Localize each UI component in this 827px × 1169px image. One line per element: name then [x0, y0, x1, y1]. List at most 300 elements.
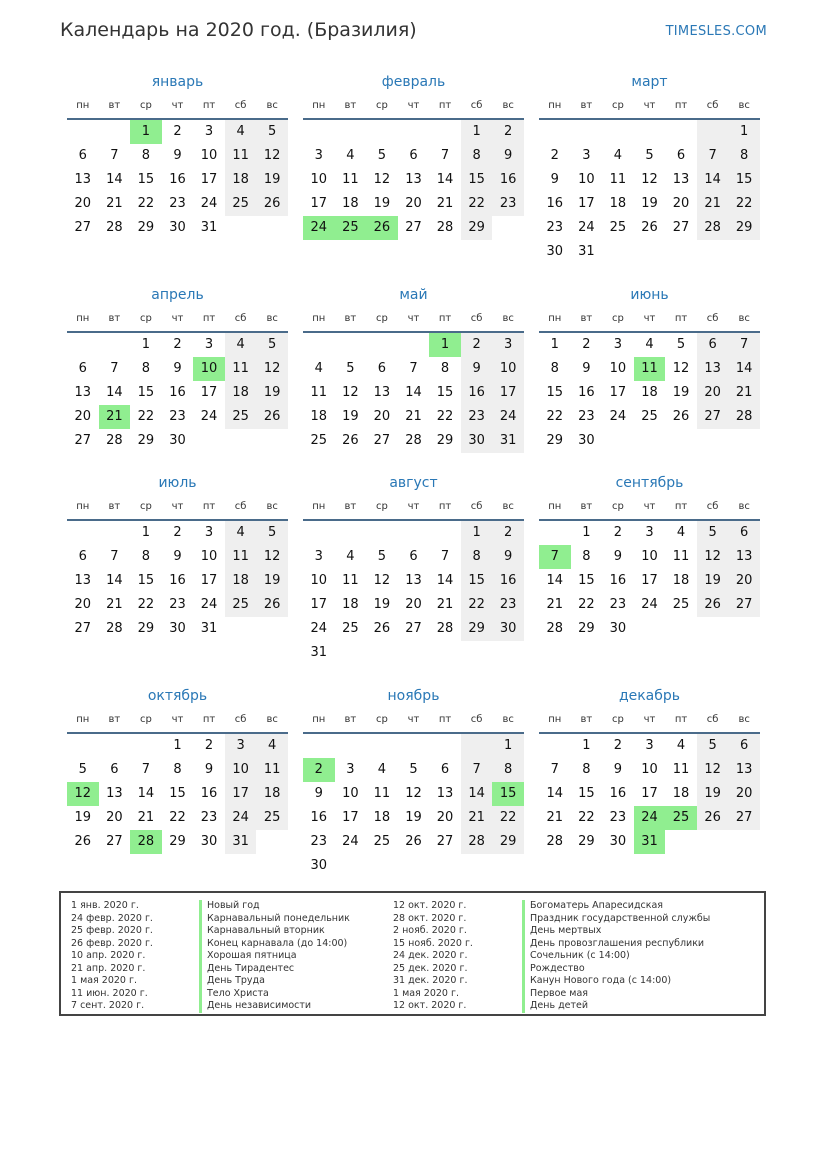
- day-cell: 1: [728, 120, 760, 144]
- month-3: [539, 69, 760, 264]
- day-cell: 13: [672, 172, 690, 187]
- day-cell: 13: [405, 172, 422, 187]
- legend-date: 11 июн. 2020 г.: [71, 987, 148, 999]
- day-cell: 25: [373, 834, 391, 849]
- day-cell: 28: [436, 621, 454, 636]
- weekday-header: [303, 96, 524, 120]
- day-cell: 23: [169, 409, 186, 424]
- day-cell: 29: [137, 621, 155, 636]
- legend-names-col-2: [522, 900, 710, 1013]
- day-cell: 1: [141, 337, 151, 352]
- day-cell: 30: [609, 621, 627, 636]
- weekday-label: пн: [312, 313, 326, 324]
- day-cell: 4: [377, 762, 387, 777]
- day-cell: 6: [78, 361, 87, 376]
- day-cell: 20: [728, 782, 760, 806]
- day-cell: 19: [697, 569, 729, 593]
- weekday-header: [539, 710, 760, 734]
- day-cell: 23: [609, 597, 627, 612]
- day-cell: 17: [200, 172, 218, 187]
- day-cell: 11: [225, 357, 257, 381]
- day-cell: 10: [200, 549, 218, 564]
- legend-holiday-name: День провозглашения республики: [522, 938, 710, 951]
- legend-holiday-name: Богоматерь Апаресидская: [522, 900, 710, 913]
- day-cell: 29: [137, 433, 155, 448]
- weekday-header: [539, 497, 760, 521]
- day-cell: 16: [200, 786, 218, 801]
- empty-day-cell: [539, 521, 571, 545]
- empty-day-cell: [335, 120, 367, 144]
- day-cell: 31: [578, 244, 595, 259]
- month-name: июль: [158, 475, 197, 491]
- weekday-header: [67, 497, 288, 521]
- day-cell: 28: [728, 405, 760, 429]
- legend-date: 25 февр. 2020 г.: [71, 925, 153, 936]
- day-cell: 1: [461, 120, 493, 144]
- day-cell: 3: [582, 148, 591, 163]
- weekday-label: вт: [108, 714, 121, 725]
- day-cell: 4: [676, 738, 686, 753]
- day-cell: 19: [641, 196, 658, 211]
- day-cell: 13: [373, 385, 391, 400]
- days-grid: [67, 521, 288, 641]
- day-cell: 19: [256, 569, 288, 593]
- weekday-label: вс: [738, 714, 750, 725]
- day-cell: 18: [256, 782, 288, 806]
- day-cell: 4: [645, 337, 654, 352]
- holiday-day-cell: 15: [492, 782, 524, 806]
- day-cell: 12: [342, 385, 359, 400]
- day-cell: 27: [728, 806, 760, 830]
- day-cell: 7: [440, 549, 450, 564]
- legend-holiday-name: День Труда: [199, 975, 350, 988]
- day-cell: 8: [582, 549, 591, 564]
- holiday-day-cell: 11: [634, 357, 666, 381]
- empty-day-cell: [303, 120, 335, 144]
- day-cell: 30: [310, 858, 328, 873]
- day-cell: 16: [461, 381, 493, 405]
- day-cell: 25: [609, 220, 627, 235]
- weekday-label: сб: [706, 714, 719, 725]
- day-cell: 12: [672, 361, 690, 376]
- day-cell: 12: [697, 758, 729, 782]
- day-cell: 13: [697, 357, 729, 381]
- weekday-label: сб: [470, 501, 483, 512]
- month-name: сентябрь: [615, 475, 684, 491]
- day-cell: 2: [492, 120, 524, 144]
- day-cell: 17: [200, 573, 218, 588]
- day-cell: 3: [492, 333, 524, 357]
- weekday-label: вс: [266, 501, 278, 512]
- day-cell: 19: [405, 810, 422, 825]
- weekday-header: [539, 309, 760, 333]
- legend-names-col-1: [199, 900, 350, 1013]
- legend-holiday-name: Сочельник (с 14:00): [522, 950, 710, 963]
- day-cell: 3: [346, 762, 355, 777]
- day-cell: 20: [436, 810, 454, 825]
- legend-holiday-name: Рождество: [522, 963, 710, 976]
- day-cell: 4: [346, 148, 355, 163]
- day-cell: 25: [342, 621, 359, 636]
- weekday-label: чт: [407, 100, 420, 111]
- legend-holiday-name: Канун Нового года (с 14:00): [522, 975, 710, 988]
- day-cell: 14: [728, 357, 760, 381]
- day-cell: 25: [310, 433, 328, 448]
- day-cell: 10: [641, 762, 658, 777]
- month-name: август: [389, 475, 438, 491]
- day-cell: 27: [672, 220, 690, 235]
- day-cell: 4: [314, 361, 323, 376]
- empty-day-cell: [366, 120, 398, 144]
- day-cell: 23: [169, 196, 186, 211]
- day-cell: 10: [492, 357, 524, 381]
- day-cell: 28: [546, 834, 564, 849]
- empty-day-cell: [634, 120, 666, 144]
- holiday-legend: [59, 891, 766, 1016]
- day-cell: 8: [550, 361, 559, 376]
- day-cell: 2: [173, 124, 182, 139]
- month-name: февраль: [381, 74, 446, 90]
- weekday-label: пн: [548, 313, 562, 324]
- days-grid: [539, 120, 760, 264]
- day-cell: 19: [697, 782, 729, 806]
- day-cell: 16: [310, 810, 328, 825]
- weekday-label: ср: [611, 100, 624, 111]
- holiday-day-cell: 10: [193, 357, 225, 381]
- day-cell: 20: [672, 196, 690, 211]
- day-cell: 24: [200, 409, 218, 424]
- day-cell: 6: [409, 148, 418, 163]
- day-cell: 17: [641, 786, 658, 801]
- weekday-label: чт: [407, 714, 420, 725]
- legend-date: 24 дек. 2020 г.: [393, 950, 468, 961]
- day-cell: 18: [225, 168, 257, 192]
- day-cell: 7: [110, 549, 119, 564]
- day-cell: 27: [74, 220, 92, 235]
- empty-day-cell: [99, 734, 131, 758]
- site-brand-link[interactable]: TIMESLES.COM: [665, 24, 767, 39]
- days-grid: [303, 120, 524, 240]
- weekday-label: сб: [706, 100, 719, 111]
- legend-date: 28 окт. 2020 г.: [393, 912, 467, 924]
- day-cell: 20: [74, 196, 92, 211]
- weekday-label: пт: [674, 100, 688, 111]
- weekday-label: пн: [76, 501, 90, 512]
- day-cell: 16: [492, 168, 524, 192]
- day-cell: 4: [225, 120, 257, 144]
- month-5: [303, 282, 524, 453]
- weekday-label: чт: [643, 313, 656, 324]
- day-cell: 23: [200, 810, 218, 825]
- day-cell: 17: [342, 810, 359, 825]
- day-cell: 3: [204, 337, 214, 352]
- weekday-label: ср: [139, 501, 152, 512]
- empty-day-cell: [366, 734, 398, 758]
- day-cell: 24: [200, 597, 218, 612]
- day-cell: 5: [377, 549, 387, 564]
- month-12: [539, 683, 760, 854]
- day-cell: 8: [461, 144, 493, 168]
- page-title: Календарь на 2020 год. (Бразилия): [60, 19, 417, 41]
- weekday-label: вт: [344, 501, 357, 512]
- month-1: [67, 69, 288, 240]
- day-cell: 18: [225, 569, 257, 593]
- day-cell: 5: [377, 148, 387, 163]
- day-cell: 8: [461, 545, 493, 569]
- empty-day-cell: [539, 120, 571, 144]
- day-cell: 9: [173, 148, 182, 163]
- days-grid: [539, 734, 760, 854]
- day-cell: 27: [697, 405, 729, 429]
- holiday-day-cell: 25: [335, 216, 367, 240]
- day-cell: 29: [578, 621, 595, 636]
- day-cell: 17: [641, 573, 658, 588]
- day-cell: 20: [106, 810, 123, 825]
- day-cell: 28: [546, 621, 564, 636]
- empty-day-cell: [303, 734, 335, 758]
- day-cell: 15: [169, 786, 186, 801]
- empty-day-cell: [539, 734, 571, 758]
- weekday-label: вс: [502, 100, 514, 111]
- legend-holiday-name: День детей: [522, 1000, 710, 1013]
- holiday-day-cell: 2: [303, 758, 335, 782]
- month-name: декабрь: [618, 688, 681, 704]
- day-cell: 11: [672, 549, 690, 564]
- day-cell: 1: [582, 525, 591, 540]
- day-cell: 25: [225, 405, 257, 429]
- day-cell: 10: [641, 549, 658, 564]
- day-cell: 22: [137, 409, 155, 424]
- day-cell: 16: [169, 385, 186, 400]
- day-cell: 10: [342, 786, 359, 801]
- day-cell: 8: [440, 361, 450, 376]
- day-cell: 20: [74, 409, 92, 424]
- day-cell: 28: [405, 433, 422, 448]
- empty-day-cell: [335, 521, 367, 545]
- day-cell: 7: [141, 762, 151, 777]
- day-cell: 30: [492, 617, 524, 641]
- day-cell: 2: [173, 337, 182, 352]
- day-cell: 27: [436, 834, 454, 849]
- day-cell: 1: [173, 738, 182, 753]
- day-cell: 6: [377, 361, 387, 376]
- day-cell: 15: [728, 168, 760, 192]
- legend-holiday-name: Тело Христа: [199, 988, 350, 1001]
- day-cell: 23: [310, 834, 328, 849]
- day-cell: 7: [550, 762, 559, 777]
- weekday-label: ср: [375, 501, 388, 512]
- day-cell: 22: [578, 597, 595, 612]
- day-cell: 12: [256, 144, 288, 168]
- day-cell: 23: [546, 220, 564, 235]
- day-cell: 2: [613, 738, 623, 753]
- day-cell: 16: [169, 172, 186, 187]
- empty-day-cell: [602, 120, 634, 144]
- day-cell: 7: [440, 148, 450, 163]
- day-cell: 9: [613, 549, 623, 564]
- weekday-label: ср: [139, 100, 152, 111]
- holiday-day-cell: 25: [665, 806, 697, 830]
- day-cell: 27: [74, 433, 92, 448]
- empty-day-cell: [99, 120, 131, 144]
- day-cell: 3: [613, 337, 623, 352]
- day-cell: 9: [613, 762, 623, 777]
- weekday-label: пт: [674, 313, 688, 324]
- day-cell: 4: [225, 333, 257, 357]
- day-cell: 21: [436, 196, 454, 211]
- day-cell: 11: [373, 786, 391, 801]
- day-cell: 22: [578, 810, 595, 825]
- day-cell: 24: [200, 196, 218, 211]
- weekday-label: чт: [171, 313, 184, 324]
- day-cell: 11: [256, 758, 288, 782]
- day-cell: 1: [550, 337, 559, 352]
- weekday-label: чт: [171, 714, 184, 725]
- day-cell: 9: [492, 545, 524, 569]
- day-cell: 29: [169, 834, 186, 849]
- day-cell: 30: [169, 433, 186, 448]
- day-cell: 21: [106, 196, 123, 211]
- weekday-header: [303, 710, 524, 734]
- weekday-label: пт: [202, 313, 216, 324]
- day-cell: 14: [461, 782, 493, 806]
- legend-date: 12 окт. 2020 г.: [393, 900, 467, 911]
- weekday-label: вт: [580, 501, 593, 512]
- day-cell: 31: [200, 220, 218, 235]
- day-cell: 30: [169, 621, 186, 636]
- day-cell: 20: [405, 196, 422, 211]
- weekday-label: вс: [738, 313, 750, 324]
- day-cell: 22: [137, 196, 155, 211]
- day-cell: 28: [106, 621, 123, 636]
- weekday-label: сб: [470, 714, 483, 725]
- weekday-label: сб: [234, 714, 247, 725]
- day-cell: 8: [141, 148, 151, 163]
- day-cell: 21: [106, 597, 123, 612]
- day-cell: 9: [173, 361, 182, 376]
- empty-day-cell: [398, 521, 430, 545]
- day-cell: 30: [200, 834, 218, 849]
- day-cell: 18: [641, 385, 658, 400]
- holiday-day-cell: 1: [429, 333, 461, 357]
- day-cell: 14: [546, 786, 564, 801]
- legend-date: 31 дек. 2020 г.: [393, 975, 468, 986]
- day-cell: 14: [137, 786, 155, 801]
- legend-holiday-name: День мертвых: [522, 925, 710, 938]
- day-cell: 5: [346, 361, 355, 376]
- day-cell: 17: [225, 782, 257, 806]
- month-6: [539, 282, 760, 453]
- day-cell: 24: [578, 220, 595, 235]
- weekday-label: сб: [470, 100, 483, 111]
- empty-day-cell: [67, 734, 99, 758]
- weekday-label: пт: [202, 100, 216, 111]
- day-cell: 21: [436, 597, 454, 612]
- legend-date: 21 апр. 2020 г.: [71, 962, 146, 974]
- empty-day-cell: [461, 734, 493, 758]
- holiday-day-cell: 7: [539, 545, 571, 569]
- empty-day-cell: [303, 333, 335, 357]
- day-cell: 29: [436, 433, 454, 448]
- weekday-label: вт: [108, 313, 121, 324]
- day-cell: 26: [373, 621, 391, 636]
- weekday-label: вс: [738, 100, 750, 111]
- day-cell: 31: [492, 429, 524, 453]
- day-cell: 13: [74, 172, 92, 187]
- day-cell: 11: [672, 762, 690, 777]
- day-cell: 20: [373, 409, 391, 424]
- legend-holiday-name: День независимости: [199, 1000, 350, 1013]
- weekday-label: пн: [312, 714, 326, 725]
- empty-day-cell: [67, 521, 99, 545]
- day-cell: 29: [137, 220, 155, 235]
- weekday-label: сб: [706, 313, 719, 324]
- day-cell: 12: [373, 573, 391, 588]
- day-cell: 3: [645, 525, 654, 540]
- weekday-label: чт: [171, 501, 184, 512]
- empty-day-cell: [429, 734, 461, 758]
- weekday-label: пт: [438, 501, 452, 512]
- day-cell: 27: [106, 834, 123, 849]
- day-cell: 26: [405, 834, 422, 849]
- day-cell: 12: [256, 357, 288, 381]
- empty-day-cell: [99, 521, 131, 545]
- day-cell: 14: [546, 573, 564, 588]
- day-cell: 9: [582, 361, 591, 376]
- weekday-label: сб: [234, 501, 247, 512]
- day-cell: 24: [225, 806, 257, 830]
- day-cell: 16: [492, 569, 524, 593]
- month-name: март: [631, 74, 668, 90]
- legend-holiday-name: Хорошая пятница: [199, 950, 350, 963]
- weekday-label: вс: [266, 100, 278, 111]
- day-cell: 16: [609, 786, 627, 801]
- day-cell: 15: [546, 385, 564, 400]
- day-cell: 9: [204, 762, 214, 777]
- day-cell: 13: [405, 573, 422, 588]
- day-cell: 7: [728, 333, 760, 357]
- weekday-label: пн: [548, 501, 562, 512]
- weekday-label: пн: [548, 714, 562, 725]
- day-cell: 15: [578, 786, 595, 801]
- day-cell: 11: [310, 385, 328, 400]
- day-cell: 9: [461, 357, 493, 381]
- day-cell: 23: [609, 810, 627, 825]
- empty-day-cell: [335, 734, 367, 758]
- day-cell: 6: [409, 549, 418, 564]
- day-cell: 24: [342, 834, 359, 849]
- day-cell: 18: [672, 573, 690, 588]
- day-cell: 22: [492, 806, 524, 830]
- month-name: ноябрь: [387, 688, 440, 704]
- weekday-label: пн: [76, 313, 90, 324]
- legend-date: 24 февр. 2020 г.: [71, 912, 153, 924]
- day-cell: 10: [225, 758, 257, 782]
- day-cell: 6: [78, 549, 87, 564]
- weekday-label: вт: [108, 501, 121, 512]
- empty-day-cell: [335, 333, 367, 357]
- legend-date: 15 нояб. 2020 г.: [393, 937, 473, 949]
- day-cell: 7: [461, 758, 493, 782]
- day-cell: 27: [405, 220, 422, 235]
- weekday-label: вс: [502, 501, 514, 512]
- day-cell: 16: [546, 196, 564, 211]
- month-name: октябрь: [147, 688, 208, 704]
- empty-day-cell: [67, 333, 99, 357]
- day-cell: 29: [492, 830, 524, 854]
- day-cell: 7: [110, 148, 119, 163]
- day-cell: 25: [225, 593, 257, 617]
